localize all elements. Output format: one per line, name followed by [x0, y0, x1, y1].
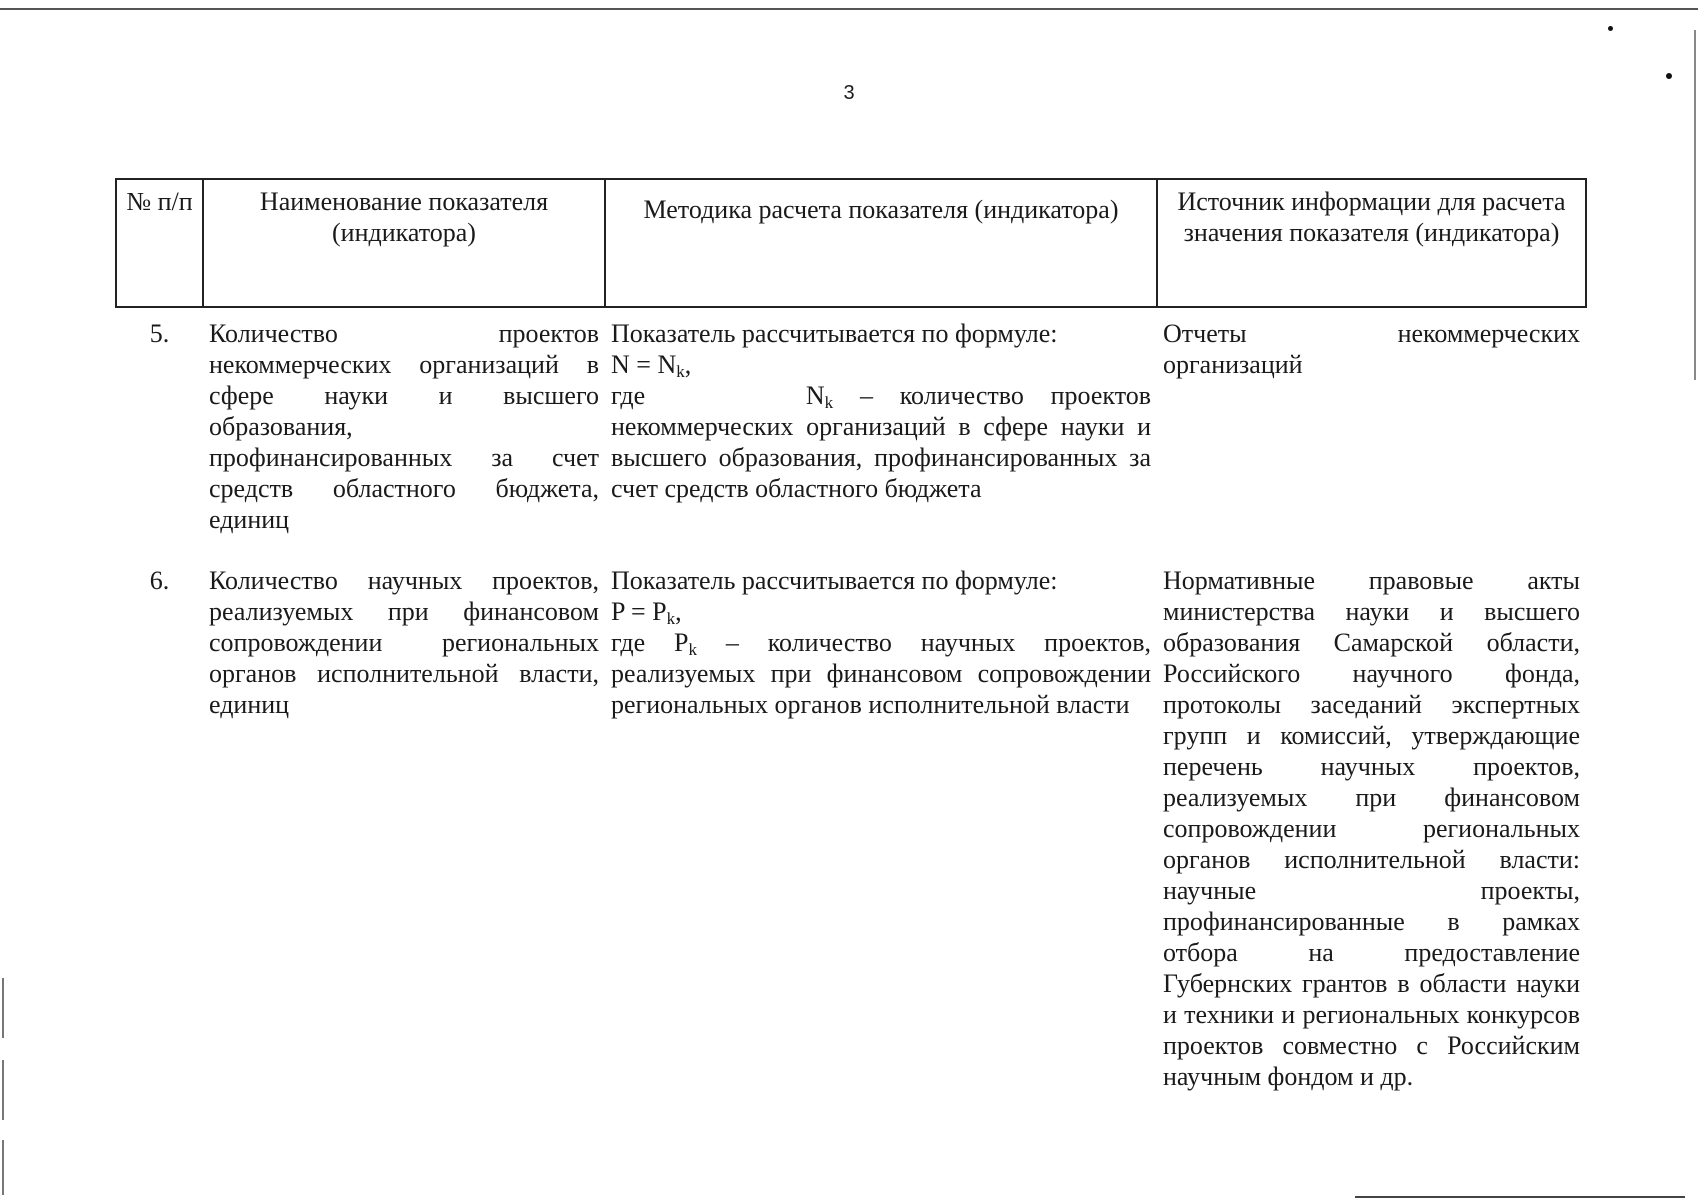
method-where: где	[611, 628, 646, 657]
formula	[611, 349, 1151, 380]
method-where: где	[611, 381, 646, 410]
formula	[611, 596, 1151, 627]
indicator-table	[115, 178, 1587, 1092]
method-definition	[611, 380, 1151, 504]
calculation-method	[605, 307, 1157, 555]
scan-margin-mark	[2, 978, 4, 1038]
method-variable-subscript: k	[824, 393, 834, 412]
method-intro: Показатель рассчитывается по формуле:	[611, 566, 1058, 595]
table-row	[116, 555, 1586, 1092]
header-indicator-name: Наименование показателя (индикатора)	[203, 179, 605, 307]
method-description: – количество научных проектов, реализуемых при финансовом сопровождении региональных органов исполнительной власти	[611, 628, 1152, 719]
information-source: Нормативные правовые акты министерства науки и высшего образования Самарской области, Российского научного фонда, протоколы заседаний экспертных групп и комиссий, утверждающие перечень научных проектов, реализуемых при финансовом сопровождении региональных органов исполнительной власти: научные проекты, профинансированные в рамках отбора на предоставление Губернских грантов в области науки и техники и региональных конкурсов проектов совместно с Российским научным фондом и др.	[1163, 566, 1580, 1091]
method-description: – количество проектов некоммерческих организаций в сфере науки и высшего образования, профинансированных за счет средств областного бюджета	[611, 381, 1151, 503]
formula-lhs: P = P	[611, 597, 667, 626]
table-row	[116, 307, 1586, 555]
scan-margin-mark	[2, 1140, 4, 1195]
page-number: 3	[843, 82, 855, 104]
method-variable: N	[805, 381, 825, 410]
information-source: Отчеты некоммерческих организаций	[1163, 319, 1580, 379]
header-calculation-method: Методика расчета показателя (индикатора)	[605, 179, 1157, 307]
row-number: 6.	[149, 566, 170, 595]
formula-tail: ,	[675, 597, 682, 626]
table-header-row	[116, 179, 1586, 307]
formula-subscript: k	[666, 609, 676, 628]
scan-speck	[1666, 73, 1672, 79]
header-information-source: Источник информации для расчета значения показателя (индикатора)	[1157, 179, 1586, 307]
row-number: 5.	[149, 319, 170, 348]
header-number: № п/п	[116, 179, 203, 307]
method-variable: P	[674, 628, 689, 657]
method-variable-subscript: k	[688, 640, 697, 659]
method-definition	[611, 627, 1151, 720]
scan-margin-mark	[2, 1060, 4, 1120]
formula-tail: ,	[684, 350, 692, 379]
indicator-name: Количество проектов некоммерческих организаций в сфере науки и высшего образования, профинансированных за счет средств областного бюджета, единиц	[209, 319, 599, 534]
formula-subscript: k	[676, 362, 685, 381]
scan-edge-top	[0, 8, 1698, 10]
indicator-name: Количество научных проектов, реализуемых при финансовом сопровождении региональных органов исполнительной власти, единиц	[209, 566, 599, 719]
scan-speck	[1608, 26, 1613, 31]
scan-edge-bottom	[1355, 1196, 1685, 1198]
method-intro: Показатель рассчитывается по формуле:	[611, 319, 1058, 348]
calculation-method	[605, 555, 1157, 1092]
formula-lhs: N = N	[611, 350, 677, 379]
